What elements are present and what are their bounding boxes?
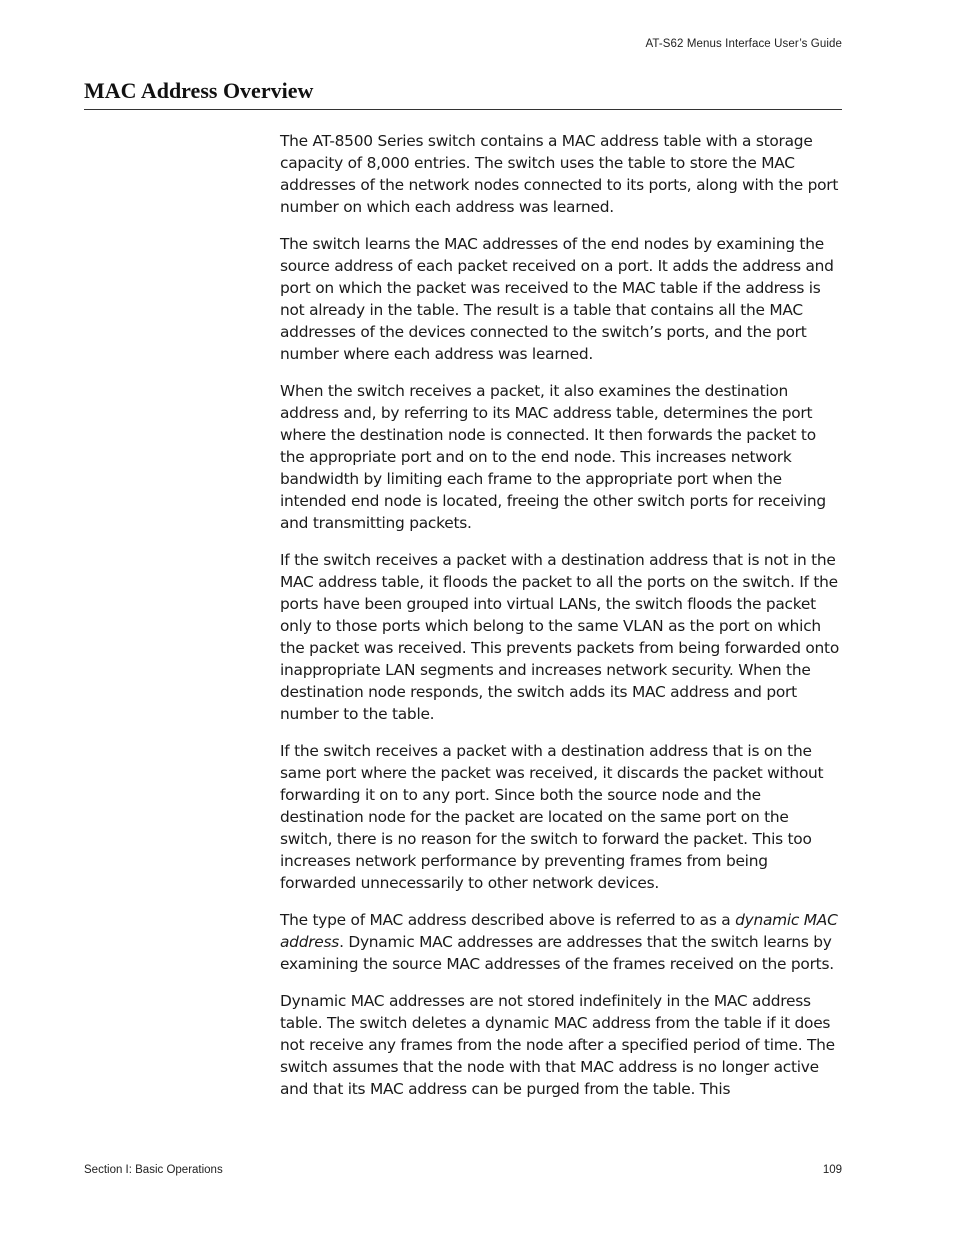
footer-page-number: 109 [822,1164,842,1176]
paragraph-dynamic-mac [280,909,842,975]
paragraph-flooding: If the switch receives a packet with a destination address that is not in the MAC address table, it floods the packet to all the ports on the switch. If the ports have been grouped into virtual LANs, the switch floods the packet only to those ports which belong to the same VLAN as the port on which the packet was received. This prevents packets from being forwarded onto inappropriate LAN segments and increases network security. When the destination node responds, the switch adds its MAC address and port number to the table. [280,551,839,723]
footer-section-label: Section I: Basic Operations [84,1164,223,1176]
paragraph-discarding: If the switch receives a packet with a destination address that is on the same port where the packet was received, it discards the packet without forwarding it on to any port. Since both the source node and the destination node for the packet are located on the same port on the switch, there is no reason for the switch to forward the packet. This too increases network performance by preventing frames from being forwarded unnecessarily to other network devices. [280,742,824,892]
dynamic-definition-text: . Dynamic MAC addresses are addresses that the switch learns by examining the source MAC addresses of the frames received on the ports. [280,933,834,973]
body-text [280,130,842,1115]
dynamic-intro-text: The type of MAC address described above is referred to as a [280,911,736,929]
paragraph-storage-capacity: The AT-8500 Series switch contains a MAC address table with a storage capacity of 8,000 entries. The switch uses the table to store the MAC addresses of the network nodes connected to its ports, along with the port number on which each address was learned. [280,132,839,216]
paragraph-aging: Dynamic MAC addresses are not stored indefinitely in the MAC address table. The switch deletes a dynamic MAC address from the table if it does not receive any frames from the node after a specified period of time. The switch assumes that the node with that MAC address is no longer active and that its MAC address can be purged from the table. This [280,992,835,1098]
dynamic-mac-term: dynamic MAC address [280,911,838,951]
paragraph-forwarding: When the switch receives a packet, it also examines the destination address and, by referring to its MAC address table, determines the port where the destination node is connected. It then forwards the packet to the appropriate port and on to the end node. This increases network bandwidth by limiting each frame to the appropriate port when the intended end node is located, freeing the other switch ports for receiving and transmitting packets. [280,382,826,532]
section-title: MAC Address Overview [84,78,842,110]
running-header: AT-S62 Menus Interface User’s Guide [645,38,842,50]
paragraph-learning: The switch learns the MAC addresses of the end nodes by examining the source address of each packet received on a port. It adds the address and port on which the packet was received to the MAC table if the address is not already in the table. The result is a table that contains all the MAC addresses of the devices connected to the switch’s ports, and the port number where each address was learned. [280,235,834,363]
